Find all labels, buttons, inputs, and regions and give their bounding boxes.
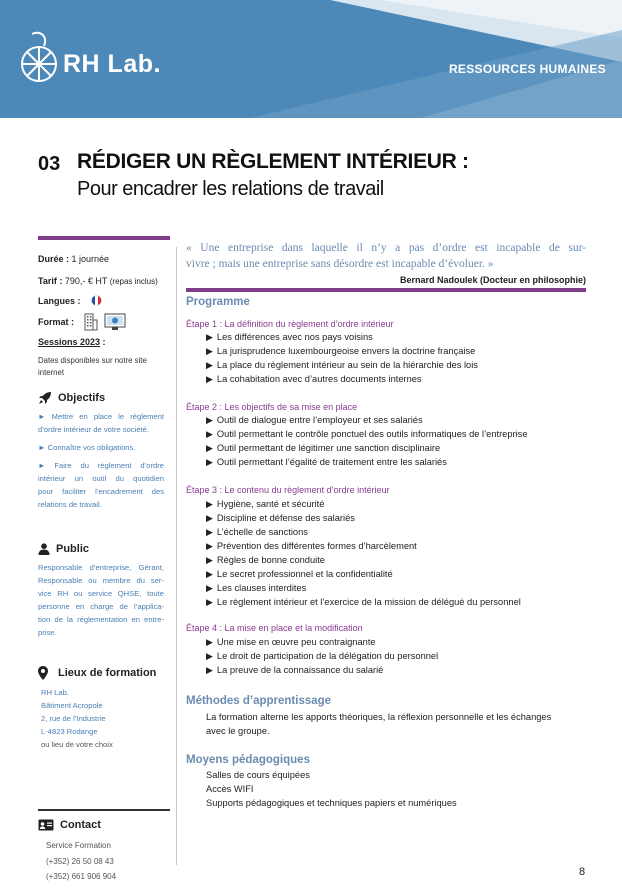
arrow-icon: ▶ (206, 332, 213, 342)
program-item (206, 527, 308, 538)
program-item (206, 360, 478, 371)
quote-author: Bernard Nadoulek (Docteur en philosophie) (399, 275, 586, 285)
moyens-line: Supports pédagogiques et techniques papiers et numériques (206, 798, 457, 808)
address-note: ou lieu de votre choix (41, 740, 113, 749)
arrow-icon: ▶ (206, 555, 213, 565)
sessions-label: Sessions 2023 (38, 337, 101, 347)
program-item (206, 443, 440, 454)
objectif-line: pour faciliter l’encadrement des (38, 487, 164, 496)
arrow-icon: ▶ (206, 651, 213, 661)
objectif-line: d’ordre intérieur de votre société. (38, 425, 150, 434)
arrow-icon: ▶ (206, 513, 213, 523)
left-top-bar (38, 236, 170, 240)
objectifs-list (38, 410, 164, 511)
program-item-text: Règles de bonne conduite (216, 555, 325, 565)
objectif-line: ► Connaître vos obligations. (38, 443, 136, 452)
quote-line: vivre ; mais une entreprise sans désordre est incapable d’évoluer. » (186, 258, 494, 270)
programme-heading: Programme (186, 296, 250, 308)
program-item (206, 651, 438, 662)
building-icon (84, 313, 98, 331)
location-pin-icon (38, 666, 48, 680)
arrow-icon: ▶ (206, 541, 213, 551)
program-item-text: Outil permettant l’égalité de traitement entre les salariés (216, 457, 447, 467)
program-item (206, 513, 355, 524)
public-title: Public (56, 543, 90, 555)
program-item (206, 555, 325, 566)
program-item-text: La place du règlement intérieur au sein de la hiérarchie des lois (216, 360, 478, 370)
tarif-note: (repas inclus) (109, 277, 158, 286)
tarif-row (38, 276, 158, 286)
program-item-text: La jurisprudence luxembourgeoise envers la doctrine française (216, 346, 476, 356)
program-item (206, 332, 373, 343)
methodes-line: avec le groupe. (206, 726, 270, 736)
program-item-text: Le droit de participation de la délégation du personnel (216, 651, 439, 661)
objectif-line: ► Faire du règlement d’ordre (38, 461, 164, 470)
program-item-text: Le secret professionnel et la confidentialité (216, 569, 393, 579)
public-line: vice RH ou service QHSE, toute (38, 589, 164, 598)
arrow-icon: ▶ (206, 374, 213, 384)
arrow-icon: ▶ (206, 569, 213, 579)
duree-row (38, 254, 109, 264)
contact-service: Service Formation (46, 841, 111, 850)
duree-value: 1 journée (71, 254, 110, 264)
sessions-row (38, 337, 106, 347)
arrow-icon: ▶ (206, 443, 213, 453)
program-item (206, 665, 383, 676)
arrow-icon: ▶ (206, 597, 213, 607)
program-item-text: La cohabitation avec d’autres documents internes (216, 374, 422, 384)
person-icon (38, 543, 50, 555)
format-row (38, 313, 126, 331)
step-title: Étape 4 : La mise en place et la modification (186, 623, 363, 633)
program-item (206, 541, 417, 552)
program-item-text: Prévention des différentes formes d’harcèlement (216, 541, 417, 551)
contact-phone-2[interactable]: (+352) 661 906 904 (46, 872, 117, 881)
public-heading (38, 543, 89, 555)
contact-phone-1[interactable]: (+352) 26 50 08 43 (46, 856, 114, 866)
langues-label: Langues : (38, 295, 81, 306)
sessions-text-line: Dates disponibles sur notre site (38, 356, 147, 365)
program-item-text: Outil permettant de légitimer une sanction disciplinaire (216, 443, 441, 453)
quote (186, 240, 586, 272)
address-line: L-4823 Rodange (41, 727, 98, 736)
public-line: tion de la réglementation en entre- (38, 615, 164, 624)
moyens-line: Salles de cours équipées (206, 770, 310, 780)
program-item (206, 429, 528, 440)
program-item (206, 346, 475, 357)
page-number: 8 (579, 866, 586, 878)
moyens-heading: Moyens pédagogiques (186, 754, 310, 766)
logo-spiral-icon (18, 28, 60, 86)
lieux-address (41, 686, 113, 751)
id-card-icon (38, 819, 54, 831)
contact-title: Contact (60, 819, 101, 831)
moyens-line: Accès WIFI (206, 784, 254, 794)
lieux-title: Lieux de formation (58, 667, 157, 679)
step-title: Étape 2 : Les objectifs de sa mise en place (186, 402, 358, 412)
program-item (206, 583, 306, 594)
methodes-text (206, 710, 586, 738)
arrow-icon: ▶ (206, 527, 213, 537)
tarif-label: Tarif : (38, 276, 63, 286)
program-item (206, 569, 393, 580)
public-text (38, 561, 164, 639)
arrow-icon: ▶ (206, 429, 213, 439)
contact-heading (38, 819, 101, 831)
program-item (206, 597, 521, 608)
contact-details (46, 838, 116, 885)
program-item (206, 457, 447, 468)
arrow-icon: ▶ (206, 583, 213, 593)
arrow-icon: ▶ (206, 637, 213, 647)
objectifs-title: Objectifs (58, 392, 106, 404)
sessions-text-line: internet (38, 368, 65, 377)
program-item (206, 637, 376, 648)
methodes-line: La formation alterne les apports théoriques, la réflexion personnelle et les échanges (206, 712, 552, 722)
tarif-value: 790,- € HT (64, 276, 108, 286)
duree-label: Durée : (38, 254, 70, 264)
address-line: 2, rue de l’Industrie (41, 714, 106, 723)
objectif-line: intérieur un outil du quotidien (38, 474, 164, 483)
column-divider (176, 247, 177, 865)
objectif-line: ► Mettre en place le règlement (38, 412, 164, 421)
lieux-heading (38, 666, 156, 680)
step-title: Étape 1 : La définition du règlement d’ordre intérieur (186, 319, 394, 329)
program-item (206, 415, 423, 426)
public-line: Responsable ou membre du ser- (38, 576, 164, 585)
french-flag-icon (91, 295, 102, 306)
step-title: Étape 3 : Le contenu du règlement d’ordre intérieur (186, 485, 390, 495)
address-line: Bâtiment Acropole (41, 701, 103, 710)
arrow-icon: ▶ (206, 499, 213, 509)
program-item (206, 499, 324, 510)
program-item-text: La preuve de la connaissance du salarié (216, 665, 384, 675)
logo-text: RH Lab. (63, 50, 161, 78)
moyens-text (206, 768, 586, 810)
header-category: RESSOURCES HUMAINES (448, 62, 606, 76)
quote-bar (186, 288, 586, 292)
public-line: prise. (38, 628, 57, 637)
sessions-colon: : (100, 337, 106, 347)
page-subtitle: Pour encadrer les relations de travail (77, 178, 384, 200)
program-item (206, 374, 422, 385)
langues-row (38, 295, 102, 306)
program-item-text: Discipline et défense des salariés (216, 513, 355, 523)
public-line: personne en charge de l’applica- (38, 602, 164, 611)
public-line: Responsable d’entreprise, Gérant, (38, 563, 164, 572)
page-title: RÉDIGER UN RÈGLEMENT INTÉRIEUR : (77, 150, 469, 173)
program-item-text: Outil de dialogue entre l’employeur et ses salariés (216, 415, 423, 425)
program-item-text: Le règlement intérieur et l’exercice de la mission de délégué du personnel (216, 597, 521, 607)
methodes-heading: Méthodes d’apprentissage (186, 695, 332, 707)
objectif-item (38, 459, 164, 511)
program-item-text: L’échelle de sanctions (216, 527, 308, 537)
format-label: Format : (38, 317, 74, 327)
objectif-item (38, 441, 164, 454)
program-item-text: Les différences avec nos pays voisins (216, 332, 373, 342)
program-item-text: Outil permettant le contrôle ponctuel des outils informatiques de l’entreprise (216, 429, 528, 439)
program-item-text: Les clauses interdites (216, 583, 307, 593)
objectifs-heading (38, 391, 105, 405)
arrow-icon: ▶ (206, 346, 213, 356)
arrow-icon: ▶ (206, 457, 213, 467)
contact-divider (38, 809, 170, 811)
program-item-text: Une mise en œuvre peu contraignante (216, 637, 376, 647)
arrow-icon: ▶ (206, 360, 213, 370)
arrow-icon: ▶ (206, 415, 213, 425)
objectif-item (38, 410, 164, 436)
rocket-icon (38, 391, 52, 405)
arrow-icon: ▶ (206, 665, 213, 675)
address-line: RH Lab. (41, 688, 69, 697)
quote-line: « Une entreprise dans laquelle il n’y a pas d’ordre est incapable de sur- (186, 242, 586, 254)
course-number: 03 (38, 153, 61, 175)
program-item-text: Hygiène, santé et sécurité (216, 499, 325, 509)
objectif-line: relations de travail. (38, 500, 102, 509)
monitor-icon (104, 313, 126, 331)
sessions-text (38, 355, 147, 379)
